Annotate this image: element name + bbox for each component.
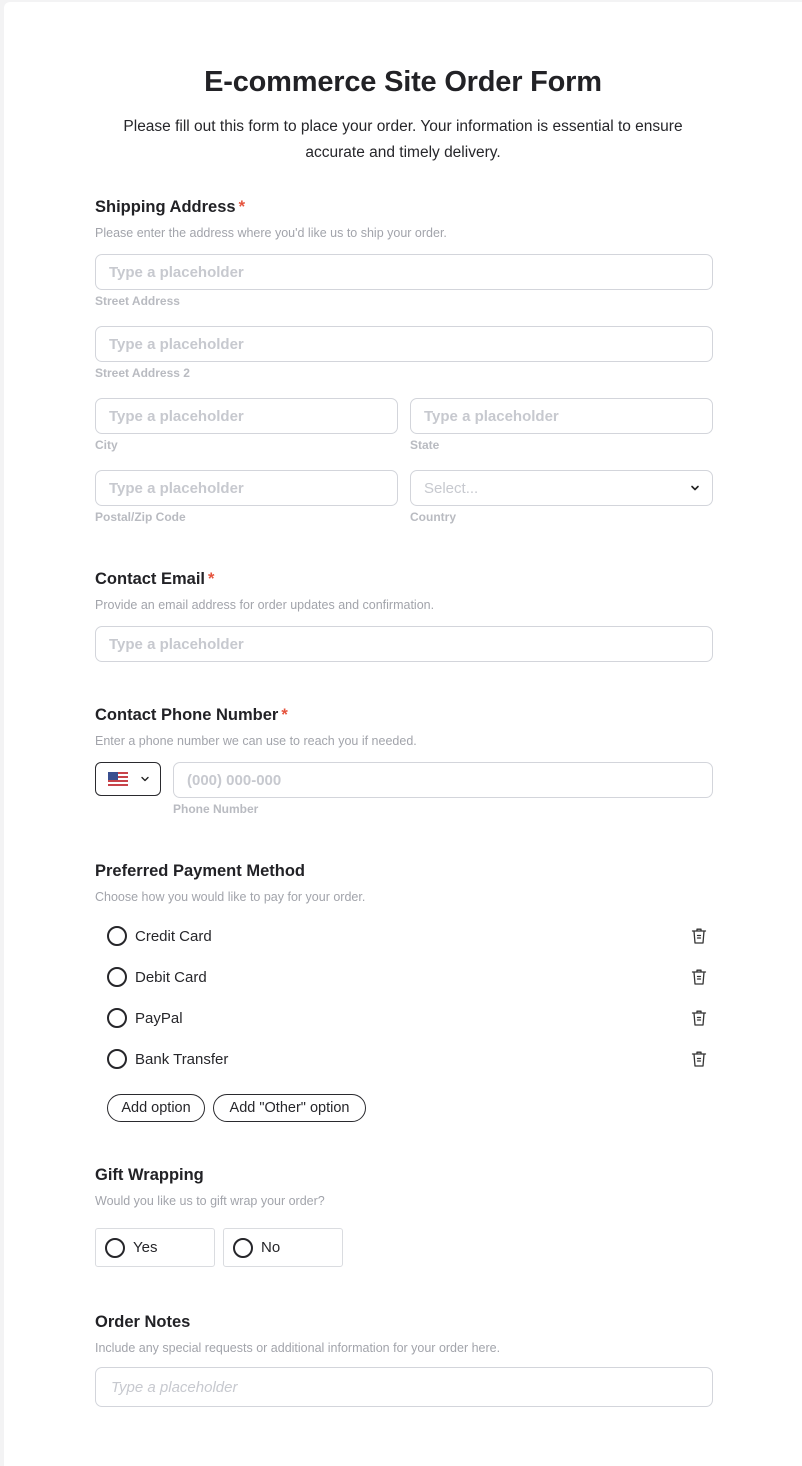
radio-button[interactable] bbox=[107, 1008, 127, 1028]
option-label: PayPal bbox=[135, 1009, 183, 1027]
email-input[interactable] bbox=[95, 626, 713, 662]
gift-wrapping-description: Would you like us to gift wrap your order? bbox=[95, 1194, 325, 1208]
option-label: Yes bbox=[133, 1239, 158, 1256]
contact-phone-section bbox=[95, 704, 713, 824]
gift-option-yes[interactable] bbox=[95, 1228, 215, 1267]
contact-email-section bbox=[95, 568, 713, 668]
contact-email-title bbox=[95, 568, 713, 590]
radio-button[interactable] bbox=[233, 1238, 253, 1258]
contact-email-description: Provide an email address for order updates and confirmation. bbox=[95, 598, 435, 612]
contact-phone-title bbox=[95, 704, 713, 726]
gift-wrapping-title: Gift Wrapping bbox=[95, 1166, 204, 1184]
postal-code-placeholder: Type a placeholder bbox=[109, 479, 244, 497]
city-input[interactable] bbox=[95, 398, 398, 434]
required-mark: * bbox=[238, 198, 245, 216]
order-notes-placeholder: Type a placeholder bbox=[111, 1378, 238, 1396]
postal-code-input[interactable] bbox=[95, 470, 398, 506]
contact-phone-description: Enter a phone number we can use to reach you if needed. bbox=[95, 734, 417, 748]
payment-option-bank-transfer[interactable] bbox=[107, 1047, 228, 1071]
order-notes-textarea[interactable] bbox=[95, 1367, 713, 1407]
payment-method-description: Choose how you would like to pay for your order. bbox=[95, 890, 366, 904]
gift-wrapping-options bbox=[95, 1228, 395, 1268]
street-address-input[interactable] bbox=[95, 254, 713, 290]
country-select-placeholder: Select... bbox=[424, 479, 479, 497]
street-address-2-label: Street Address 2 bbox=[95, 366, 190, 380]
contact-phone-title-text: Contact Phone Number bbox=[95, 706, 279, 724]
chevron-down-icon bbox=[140, 774, 150, 784]
option-label: No bbox=[261, 1239, 281, 1256]
payment-option-paypal[interactable] bbox=[107, 1006, 183, 1030]
city-placeholder: Type a placeholder bbox=[109, 407, 244, 425]
radio-button[interactable] bbox=[105, 1238, 125, 1258]
order-notes-section bbox=[95, 1311, 713, 1421]
radio-button[interactable] bbox=[107, 926, 127, 946]
street-address-placeholder: Type a placeholder bbox=[109, 263, 244, 281]
trash-icon[interactable] bbox=[691, 968, 707, 986]
gift-wrapping-section bbox=[95, 1164, 713, 1274]
city-label: City bbox=[95, 438, 118, 452]
state-input[interactable] bbox=[410, 398, 713, 434]
payment-method-title: Preferred Payment Method bbox=[95, 862, 305, 880]
us-flag-icon bbox=[108, 772, 128, 786]
option-label: Debit Card bbox=[135, 968, 207, 986]
option-label: Bank Transfer bbox=[135, 1050, 229, 1068]
add-option-button[interactable]: Add option bbox=[107, 1094, 205, 1122]
chevron-down-icon bbox=[690, 483, 700, 493]
trash-icon[interactable] bbox=[691, 1009, 707, 1027]
trash-icon[interactable] bbox=[691, 927, 707, 945]
gift-option-no[interactable] bbox=[223, 1228, 343, 1267]
shipping-address-description: Please enter the address where you'd like us to ship your order. bbox=[95, 226, 447, 240]
phone-row bbox=[95, 762, 713, 822]
email-placeholder: Type a placeholder bbox=[109, 635, 244, 653]
option-label: Credit Card bbox=[135, 927, 212, 945]
street-address-2-input[interactable] bbox=[95, 326, 713, 362]
state-placeholder: Type a placeholder bbox=[424, 407, 559, 425]
order-notes-title: Order Notes bbox=[95, 1313, 191, 1331]
add-other-option-button[interactable]: Add "Other" option bbox=[213, 1094, 366, 1122]
shipping-address-title bbox=[95, 196, 713, 218]
shipping-address-section bbox=[95, 196, 713, 536]
required-mark: * bbox=[208, 570, 215, 588]
radio-button[interactable] bbox=[107, 967, 127, 987]
phone-number-placeholder: (000) 000-000 bbox=[187, 771, 282, 789]
form-description: Please fill out this form to place your order. Your information is essential to ensure accurate and timely delivery. bbox=[123, 118, 683, 161]
form-card bbox=[4, 2, 802, 1466]
country-select[interactable] bbox=[410, 470, 713, 506]
radio-button[interactable] bbox=[107, 1049, 127, 1069]
street-address-label: Street Address bbox=[95, 294, 180, 308]
required-mark: * bbox=[281, 706, 288, 724]
postal-code-label: Postal/Zip Code bbox=[95, 510, 186, 524]
phone-number-input[interactable] bbox=[173, 762, 713, 798]
trash-icon[interactable] bbox=[691, 1050, 707, 1068]
state-label: State bbox=[410, 438, 440, 452]
phone-number-label: Phone Number bbox=[173, 802, 259, 816]
shipping-address-title-text: Shipping Address bbox=[95, 198, 236, 216]
form-title: E-commerce Site Order Form bbox=[204, 66, 602, 98]
payment-option-credit-card[interactable] bbox=[107, 924, 212, 948]
payment-option-debit-card[interactable] bbox=[107, 965, 207, 989]
contact-email-title-text: Contact Email bbox=[95, 570, 206, 588]
payment-method-section bbox=[95, 860, 713, 1130]
street-address-2-placeholder: Type a placeholder bbox=[109, 335, 244, 353]
order-notes-description: Include any special requests or additional information for your order here. bbox=[95, 1341, 501, 1355]
country-label: Country bbox=[410, 510, 456, 524]
phone-country-code-select[interactable] bbox=[95, 762, 161, 796]
